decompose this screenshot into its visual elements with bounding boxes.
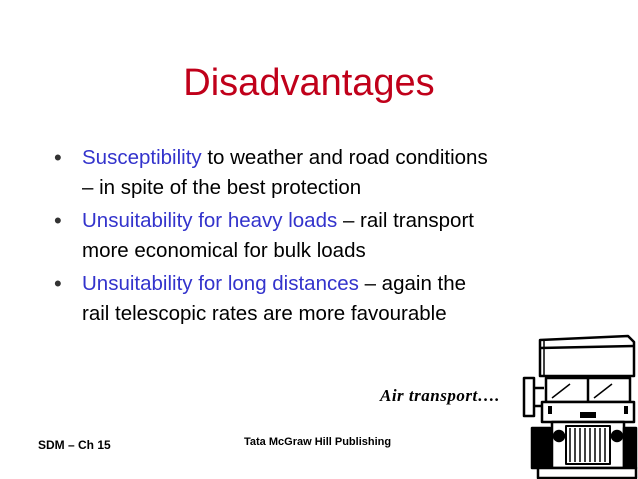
bullet-text-continued: rail telescopic rates are more favourable [82, 302, 447, 325]
bullet-marker: • [54, 208, 62, 233]
air-transport-caption: Air transport…. [380, 386, 500, 405]
bullet-highlight: Susceptibility [82, 146, 202, 169]
bullet-item [38, 143, 598, 203]
bullet-text-continued: more economical for bulk loads [82, 239, 366, 262]
bullet-marker: • [54, 271, 62, 296]
bullet-text-continued: – in spite of the best protection [82, 176, 362, 199]
truck-front-icon [518, 332, 638, 479]
bullet-item [38, 206, 598, 266]
footer-chapter: SDM – Ch 15 [38, 438, 111, 452]
slide-title: Disadvantages [183, 62, 435, 104]
footer-publisher: Tata McGraw Hill Publishing [244, 436, 392, 448]
bullet-highlight: Unsuitability for long distances [82, 272, 359, 295]
bullet-text: to weather and road conditions [201, 146, 488, 169]
bullet-item [38, 269, 598, 329]
bullet-text: – rail transport [337, 209, 474, 232]
bullet-highlight: Unsuitability for heavy loads [82, 209, 338, 232]
bullet-text: – again the [358, 272, 467, 295]
bullet-list [38, 143, 598, 332]
bullet-marker: • [54, 145, 62, 170]
